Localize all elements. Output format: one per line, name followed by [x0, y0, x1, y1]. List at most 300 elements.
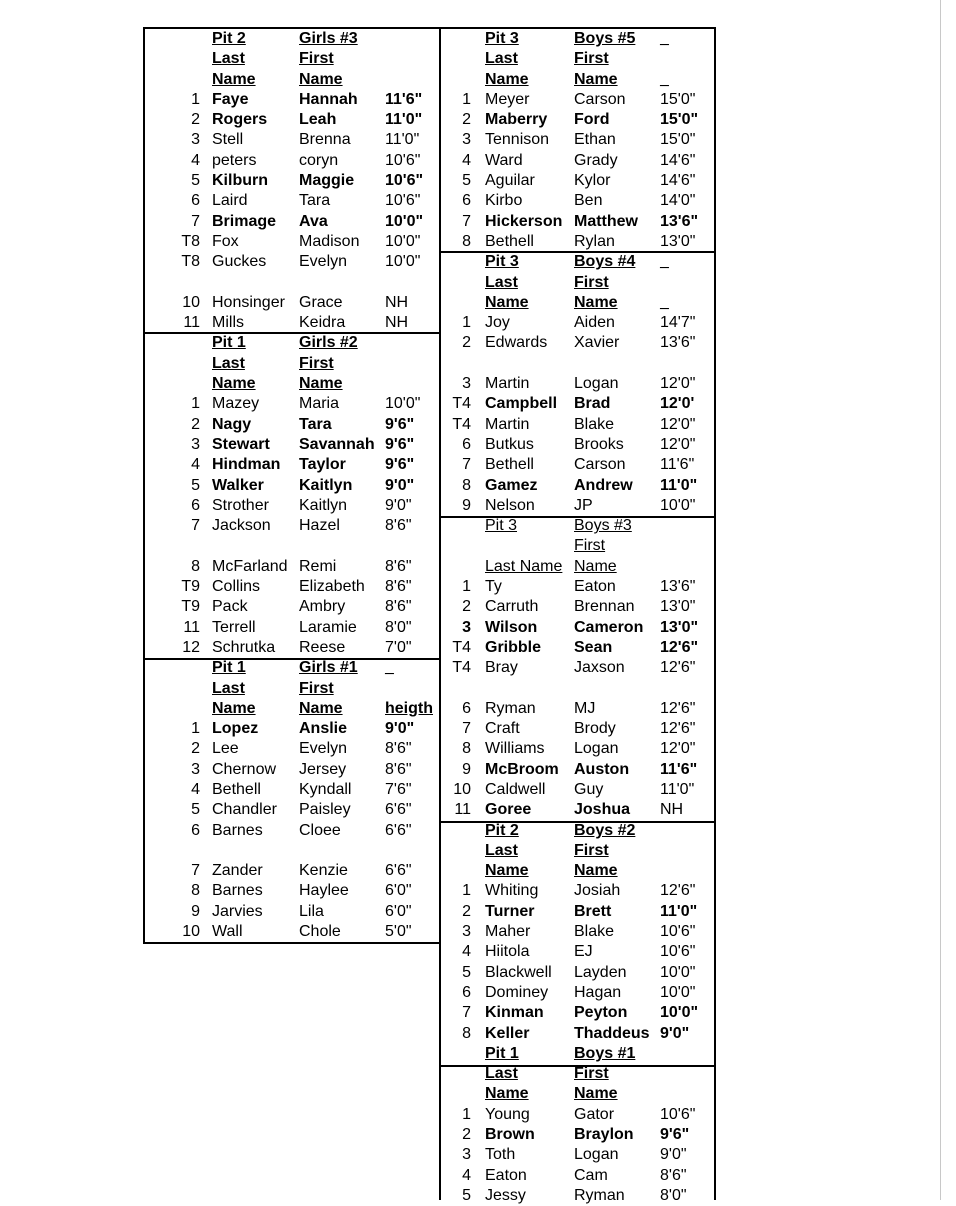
heading-last-name: Pit 1: [212, 659, 246, 677]
height-cell: 11'6": [385, 90, 423, 108]
height-cell: 13'6": [660, 578, 696, 596]
heading-last-name: Last Name: [485, 557, 563, 575]
place-cell: 3: [462, 375, 471, 393]
first-name-cell: Kenzie: [299, 862, 348, 880]
heading-row: [144, 70, 440, 90]
first-name-cell: Rylan: [574, 232, 615, 250]
height-cell: 10'0": [385, 232, 421, 250]
first-name-cell: Hannah: [299, 90, 358, 108]
height-cell: 12'6": [660, 882, 696, 900]
place-cell: 3: [191, 131, 200, 149]
first-name-cell: Ethan: [574, 131, 616, 149]
place-cell: 2: [191, 111, 200, 129]
heading-last-name: Last: [485, 273, 518, 291]
result-row: [144, 496, 440, 516]
last-name-cell: Mazey: [212, 395, 260, 413]
place-cell: 8: [191, 882, 200, 900]
height-cell: 9'0": [660, 1146, 687, 1164]
place-cell: 9: [462, 496, 471, 514]
first-name-cell: Sean: [574, 638, 613, 656]
heading-last-name: Name: [485, 1085, 529, 1103]
result-row: [440, 618, 715, 638]
height-cell: 13'6": [660, 334, 696, 352]
last-name-cell: Nelson: [485, 496, 535, 514]
result-row: [144, 171, 440, 191]
heading-row: [440, 516, 715, 536]
height-cell: 11'0": [385, 111, 423, 129]
first-name-cell: Tara: [299, 415, 332, 433]
result-row: [440, 922, 715, 942]
last-name-cell: Wall: [212, 923, 243, 941]
place-cell: 1: [191, 720, 200, 738]
result-row: [144, 922, 440, 942]
result-row: [144, 435, 440, 455]
place-cell: 2: [191, 415, 200, 433]
place-cell: 1: [191, 395, 200, 413]
height-cell: 10'6": [385, 192, 421, 210]
place-cell: T8: [181, 253, 200, 271]
last-name-cell: Gamez: [485, 476, 538, 494]
last-name-cell: Blackwell: [485, 963, 552, 981]
last-name-cell: Lee: [212, 740, 239, 758]
place-cell: 1: [462, 1105, 471, 1123]
last-name-cell: peters: [212, 151, 257, 169]
first-name-cell: Brennan: [574, 598, 635, 616]
last-name-cell: Williams: [485, 740, 545, 758]
first-name-cell: Carson: [574, 456, 626, 474]
place-cell: 2: [462, 1126, 471, 1144]
first-name-cell: Eaton: [574, 578, 616, 596]
height-cell: 9'6": [660, 1126, 690, 1144]
height-cell: 12'6": [660, 720, 696, 738]
place-cell: 8: [462, 740, 471, 758]
first-name-cell: Tara: [299, 192, 331, 210]
result-row: [440, 1145, 715, 1165]
height-cell: 5'0": [385, 923, 412, 941]
result-row: [144, 841, 440, 861]
result-row: [144, 151, 440, 171]
first-name-cell: Kylor: [574, 172, 611, 190]
height-cell: 13'0": [660, 618, 699, 636]
place-cell: 1: [462, 314, 471, 332]
first-name-cell: Brett: [574, 902, 612, 920]
result-row: [440, 699, 715, 719]
first-name-cell: JP: [574, 496, 593, 514]
result-row: [144, 232, 440, 252]
last-name-cell: Gribble: [485, 638, 542, 656]
first-name-cell: Jaxson: [574, 659, 625, 677]
place-cell: 4: [462, 1166, 471, 1184]
place-cell: 7: [191, 862, 200, 880]
heading-height: _: [660, 70, 669, 88]
height-cell: 11'0": [660, 476, 698, 494]
first-name-cell: Auston: [574, 760, 630, 778]
heading-row: [144, 658, 440, 678]
heading-last-name: Last: [212, 354, 245, 372]
heading-row: [144, 699, 440, 719]
heading-row: [440, 293, 715, 313]
heading-last-name: Last: [212, 679, 245, 697]
result-row: [440, 719, 715, 739]
place-cell: 10: [182, 293, 200, 311]
height-cell: 9'6": [385, 456, 415, 474]
result-row: [440, 1186, 715, 1206]
heading-height: _: [660, 253, 669, 271]
height-cell: 10'0": [660, 963, 696, 981]
first-name-cell: Anslie: [299, 720, 348, 738]
last-name-cell: Fox: [212, 232, 239, 250]
result-row: [440, 1125, 715, 1145]
height-cell: 7'0": [385, 638, 412, 656]
last-name-cell: Bethell: [212, 780, 261, 798]
place-cell: 5: [462, 1186, 471, 1204]
height-cell: 12'0": [660, 415, 696, 433]
heading-last-name: Name: [212, 70, 256, 88]
first-name-cell: Maggie: [299, 172, 355, 190]
height-cell: NH: [385, 293, 409, 311]
first-name-cell: Lila: [299, 902, 324, 920]
first-name-cell: Savannah: [299, 435, 375, 453]
result-row: [144, 293, 440, 313]
height-cell: 10'0": [660, 496, 696, 514]
place-cell: 6: [462, 699, 471, 717]
result-row: [440, 942, 715, 962]
last-name-cell: Rogers: [212, 111, 268, 129]
height-cell: 10'0": [385, 212, 424, 230]
last-name-cell: Butkus: [485, 435, 534, 453]
last-name-cell: Bethell: [485, 456, 534, 474]
result-row: [144, 597, 440, 617]
result-row: [440, 333, 715, 353]
result-row: [144, 130, 440, 150]
height-cell: 10'6": [385, 151, 421, 169]
result-row: [144, 719, 440, 739]
height-cell: 10'6": [660, 1105, 696, 1123]
height-cell: 12'6": [660, 638, 699, 656]
result-row: [440, 800, 715, 820]
result-row: [440, 476, 715, 496]
first-name-cell: Josiah: [574, 882, 621, 900]
place-cell: 3: [191, 435, 200, 453]
place-cell: 7: [462, 1004, 471, 1022]
result-row: [440, 1105, 715, 1125]
first-name-cell: Grady: [574, 151, 618, 169]
height-cell: 9'0": [385, 476, 415, 494]
place-cell: 4: [462, 943, 471, 961]
place-cell: 7: [191, 212, 200, 230]
height-cell: 8'6": [385, 517, 412, 535]
result-row: [440, 496, 715, 516]
place-cell: 2: [462, 902, 471, 920]
last-name-cell: Strother: [212, 496, 269, 514]
place-cell: 12: [182, 638, 200, 656]
result-row: [440, 110, 715, 130]
first-name-cell: Cam: [574, 1166, 608, 1184]
place-cell: 1: [462, 90, 471, 108]
result-row: [144, 780, 440, 800]
last-name-cell: Tennison: [485, 131, 550, 149]
result-row: [144, 821, 440, 841]
heading-last-name: Name: [485, 862, 529, 880]
first-name-cell: Blake: [574, 923, 615, 941]
last-name-cell: Turner: [485, 902, 535, 920]
heading-row: [440, 273, 715, 293]
height-cell: 12'0": [660, 435, 696, 453]
height-cell: 9'0": [385, 720, 415, 738]
place-cell: 8: [191, 557, 200, 575]
result-row: [440, 760, 715, 780]
result-row: [144, 536, 440, 556]
heading-first-name: Name: [574, 1085, 618, 1103]
first-name-cell: Maria: [299, 395, 340, 413]
heading-row: [144, 679, 440, 699]
place-cell: 4: [191, 151, 200, 169]
heading-height: _: [660, 30, 669, 47]
first-name-cell: coryn: [299, 151, 339, 169]
place-cell: 1: [462, 578, 471, 596]
last-name-cell: Martin: [485, 415, 530, 433]
last-name-cell: Dominey: [485, 983, 549, 1001]
first-name-cell: Cameron: [574, 618, 644, 636]
place-cell: 3: [462, 131, 471, 149]
place-cell: 3: [462, 1146, 471, 1164]
last-name-cell: Maberry: [485, 111, 548, 129]
place-cell: 2: [462, 111, 471, 129]
result-row: [440, 232, 715, 252]
result-row: [144, 90, 440, 110]
place-cell: 7: [191, 517, 200, 535]
place-cell: 10: [182, 923, 200, 941]
last-name-cell: Kirbo: [485, 192, 523, 210]
place-cell: 8: [462, 476, 471, 494]
last-name-cell: Pack: [212, 598, 248, 616]
heading-first-name: Name: [299, 699, 343, 717]
last-name-cell: Collins: [212, 578, 261, 596]
result-row: [440, 1166, 715, 1186]
last-name-cell: Lopez: [212, 720, 259, 738]
result-row: [440, 374, 715, 394]
first-name-cell: Brad: [574, 395, 611, 413]
heading-row: [440, 821, 715, 841]
last-name-cell: Jarvies: [212, 902, 263, 920]
place-cell: 9: [191, 902, 200, 920]
heading-row: [440, 841, 715, 861]
first-name-cell: Leah: [299, 111, 337, 129]
last-name-cell: McBroom: [485, 760, 559, 778]
heading-row: [144, 374, 440, 394]
last-name-cell: Barnes: [212, 882, 263, 900]
last-name-cell: Schrutka: [212, 638, 276, 656]
place-cell: 8: [462, 1024, 471, 1042]
heading-height: _: [385, 659, 394, 677]
last-name-cell: Bethell: [485, 232, 534, 250]
place-cell: 3: [462, 923, 471, 941]
height-cell: 13'0": [660, 598, 696, 616]
first-name-cell: Madison: [299, 232, 360, 250]
last-name-cell: Terrell: [212, 618, 256, 636]
place-cell: 7: [462, 212, 471, 230]
boys-results-column: [440, 29, 715, 1206]
result-row: [144, 455, 440, 475]
result-row: [440, 963, 715, 983]
place-cell: 11: [183, 618, 200, 636]
first-name-cell: Remi: [299, 557, 337, 575]
last-name-cell: Laird: [212, 192, 248, 210]
result-row: [440, 658, 715, 678]
last-name-cell: Zander: [212, 862, 263, 880]
result-row: [440, 435, 715, 455]
heading-first-name: Name: [299, 375, 343, 393]
last-name-cell: Faye: [212, 90, 249, 108]
heading-last-name: Last: [485, 50, 518, 68]
height-cell: 8'6": [385, 760, 412, 778]
height-cell: 11'0": [660, 780, 695, 798]
result-row: [440, 415, 715, 435]
place-cell: 11: [183, 314, 200, 332]
height-cell: 10'6": [660, 943, 696, 961]
height-cell: 10'0": [385, 395, 421, 413]
heading-last-name: Pit 3: [485, 517, 518, 535]
height-cell: 6'6": [385, 821, 412, 839]
last-name-cell: Kilburn: [212, 172, 268, 190]
last-name-cell: Barnes: [212, 821, 263, 839]
first-name-cell: Elizabeth: [299, 578, 365, 596]
heading-last-name: Name: [485, 293, 529, 311]
place-cell: 5: [462, 963, 471, 981]
last-name-cell: Meyer: [485, 90, 530, 108]
last-name-cell: Maher: [485, 923, 531, 941]
place-cell: 5: [462, 172, 471, 190]
last-name-cell: Whiting: [485, 882, 539, 900]
heading-first-name: First: [299, 354, 334, 372]
height-cell: 9'0": [660, 1024, 690, 1042]
heading-height: heigth: [385, 699, 433, 717]
first-name-cell: Gator: [574, 1105, 615, 1123]
height-cell: 12'6": [660, 659, 696, 677]
last-name-cell: Chandler: [212, 801, 277, 819]
result-row: [440, 577, 715, 597]
heading-row: [440, 861, 715, 881]
first-name-cell: Blake: [574, 415, 615, 433]
heading-first-name: First: [299, 50, 334, 68]
result-row: [144, 739, 440, 759]
result-row: [440, 90, 715, 110]
result-row: [144, 881, 440, 901]
heading-last-name: Last: [212, 50, 245, 68]
first-name-cell: Logan: [574, 375, 619, 393]
result-row: [144, 902, 440, 922]
height-cell: 8'0": [385, 618, 412, 636]
first-name-cell: Hazel: [299, 517, 340, 535]
place-cell: 6: [191, 192, 200, 210]
result-row: [440, 354, 715, 374]
height-cell: 8'6": [385, 598, 412, 616]
place-cell: 2: [462, 334, 471, 352]
height-cell: 14'0": [660, 192, 696, 210]
height-cell: 14'6": [660, 151, 696, 169]
result-row: [144, 394, 440, 414]
place-cell: 2: [462, 598, 471, 616]
last-name-cell: Brown: [485, 1126, 535, 1144]
last-name-cell: Brimage: [212, 212, 277, 230]
height-cell: 11'6": [660, 760, 698, 778]
height-cell: 6'0": [385, 902, 412, 920]
first-name-cell: Andrew: [574, 476, 633, 494]
place-cell: 6: [462, 192, 471, 210]
last-name-cell: Toth: [485, 1146, 516, 1164]
place-cell: 11: [454, 801, 471, 819]
first-name-cell: Carson: [574, 90, 626, 108]
heading-last-name: Pit 3: [485, 30, 519, 47]
place-cell: 7: [462, 456, 471, 474]
result-row: [144, 191, 440, 211]
height-cell: 11'0": [385, 131, 420, 149]
result-row: [440, 191, 715, 211]
height-cell: 10'6": [385, 172, 424, 190]
first-name-cell: Paisley: [299, 801, 351, 819]
first-name-cell: Thaddeus: [574, 1024, 650, 1042]
height-cell: 15'0": [660, 111, 699, 129]
last-name-cell: Caldwell: [485, 780, 546, 798]
height-cell: 12'0": [660, 375, 696, 393]
heading-last-name: Pit 3: [485, 253, 519, 271]
result-row: [440, 1024, 715, 1044]
heading-first-name: Name: [574, 293, 618, 311]
heading-first-name: First: [299, 679, 334, 697]
first-name-cell: Keidra: [299, 314, 346, 332]
heading-first-name: First: [574, 1065, 609, 1083]
place-cell: T8: [181, 232, 200, 250]
result-row: [440, 151, 715, 171]
heading-first-name: First: [574, 273, 609, 291]
result-row: [144, 212, 440, 232]
last-name-cell: Mills: [212, 314, 244, 332]
place-cell: 5: [191, 172, 200, 190]
first-name-cell: Guy: [574, 780, 604, 798]
last-name-cell: Guckes: [212, 253, 267, 271]
heading-first-name: Boys #1: [574, 1044, 636, 1062]
heading-first-name: Boys #2: [574, 821, 636, 839]
place-cell: 1: [191, 90, 200, 108]
last-name-cell: Jessy: [485, 1186, 526, 1204]
first-name-cell: Cloee: [299, 821, 341, 839]
last-name-cell: Carruth: [485, 598, 539, 616]
first-name-cell: Peyton: [574, 1004, 628, 1022]
last-name-cell: Stewart: [212, 435, 270, 453]
first-name-cell: Logan: [574, 1146, 619, 1164]
height-cell: 8'6": [385, 740, 412, 758]
heading-last-name: Pit 2: [485, 821, 519, 839]
last-name-cell: Martin: [485, 375, 530, 393]
first-name-cell: Evelyn: [299, 740, 348, 758]
heading-first-name: Girls #1: [299, 659, 358, 677]
heading-first-name: Boys #3: [574, 517, 632, 535]
first-name-cell: Matthew: [574, 212, 638, 230]
heading-row: [440, 252, 715, 272]
result-row: [144, 618, 440, 638]
height-cell: 8'0": [660, 1186, 687, 1204]
heading-height: _: [660, 293, 669, 311]
first-name-cell: Reese: [299, 638, 346, 656]
result-row: [440, 679, 715, 699]
height-cell: 12'0': [660, 395, 695, 413]
last-name-cell: McFarland: [212, 557, 288, 575]
heading-last-name: Name: [485, 70, 529, 88]
place-cell: 4: [191, 780, 200, 798]
last-name-cell: Aguilar: [485, 172, 535, 190]
first-name-cell: Kaitlyn: [299, 476, 353, 494]
height-cell: 13'0": [660, 232, 696, 250]
